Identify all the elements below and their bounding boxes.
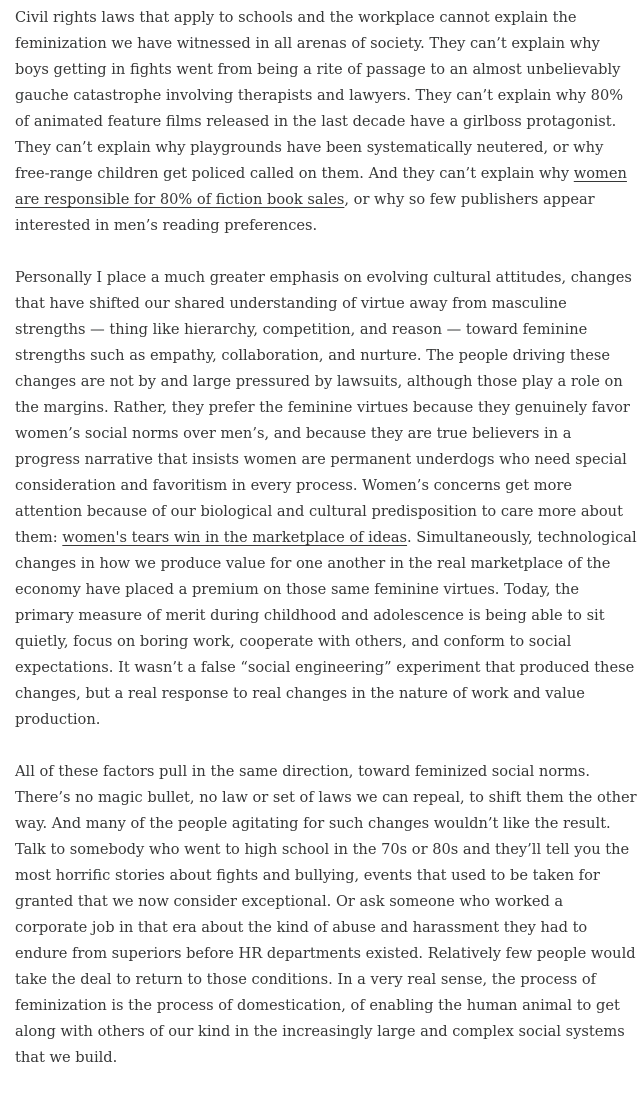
- fiction-sales-link[interactable]: women are responsible for 80% of fiction book sales: [15, 165, 627, 208]
- paragraph-1-text-2: , or why so few publishers appear interested in men’s reading preferences.: [15, 191, 595, 234]
- article-body: [15, 5, 637, 1097]
- paragraph-3: [15, 759, 637, 1071]
- paragraph-2: [15, 265, 637, 733]
- womens-tears-link[interactable]: women's tears win in the marketplace of ideas: [62, 529, 408, 546]
- paragraph-2-text-1: Personally I place a much greater emphasis on evolving cultural attitudes, changes that have shifted our shared understanding of virtue away from masculine strengths — thing like hierarchy, competition, and reason — toward feminine strengths such as empathy, collaboration, and nurture. The people driving these changes are not by and large pressured by lawsuits, although those play a role on the margins. Rather, they prefer the feminine virtues because they genuinely favor women’s social norms over men’s, and because they are true believers in a progress narrative that insists women are permanent underdogs who need special consideration and favoritism in every process. Women’s concerns get more attention because of our biological and cultural predisposition to care more about them:: [15, 269, 632, 546]
- paragraph-3-text-1: All of these factors pull in the same direction, toward feminized social norms. There’s no magic bullet, no law or set of laws we can repeal, to shift them the other way. And many of the people agitating for such changes wouldn’t like the result. Talk to somebody who went to high school in the 70s or 80s and they’ll tell you the most horrific stories about fights and bullying, events that used to be taken for granted that we now consider exceptional. Or ask someone who worked a corporate job in that era about the kind of abuse and harassment they had to endure from superiors before HR departments existed. Relatively few people would take the deal to return to those conditions. In a very real sense, the process of feminization is the process of domestication, of enabling the human animal to get along with others of our kind in the increasingly large and complex social systems that we build.: [15, 763, 637, 1066]
- paragraph-1: [15, 5, 637, 239]
- paragraph-2-text-2: . Simultaneously, technological changes in how we produce value for one another in the real marketplace of the economy have placed a premium on those same feminine virtues. Today, the primary measure of merit during childhood and adolescence is being able to sit quietly, focus on boring work, cooperate with others, and conform to social expectations. It wasn’t a false “social engineering” experiment that produced these changes, but a real response to real changes in the nature of work and value production.: [15, 529, 637, 728]
- paragraph-1-text-1: Civil rights laws that apply to schools and the workplace cannot explain the feminization we have witnessed in all arenas of society. They can’t explain why boys getting in fights went from being a rite of passage to an almost unbelievably gauche catastrophe involving therapists and lawyers. They can’t explain why 80% of animated feature films released in the last decade have a girlboss protagonist. They can’t explain why playgrounds have been systematically neutered, or why free-range children get policed called on them. And they can’t explain why: [15, 9, 624, 182]
